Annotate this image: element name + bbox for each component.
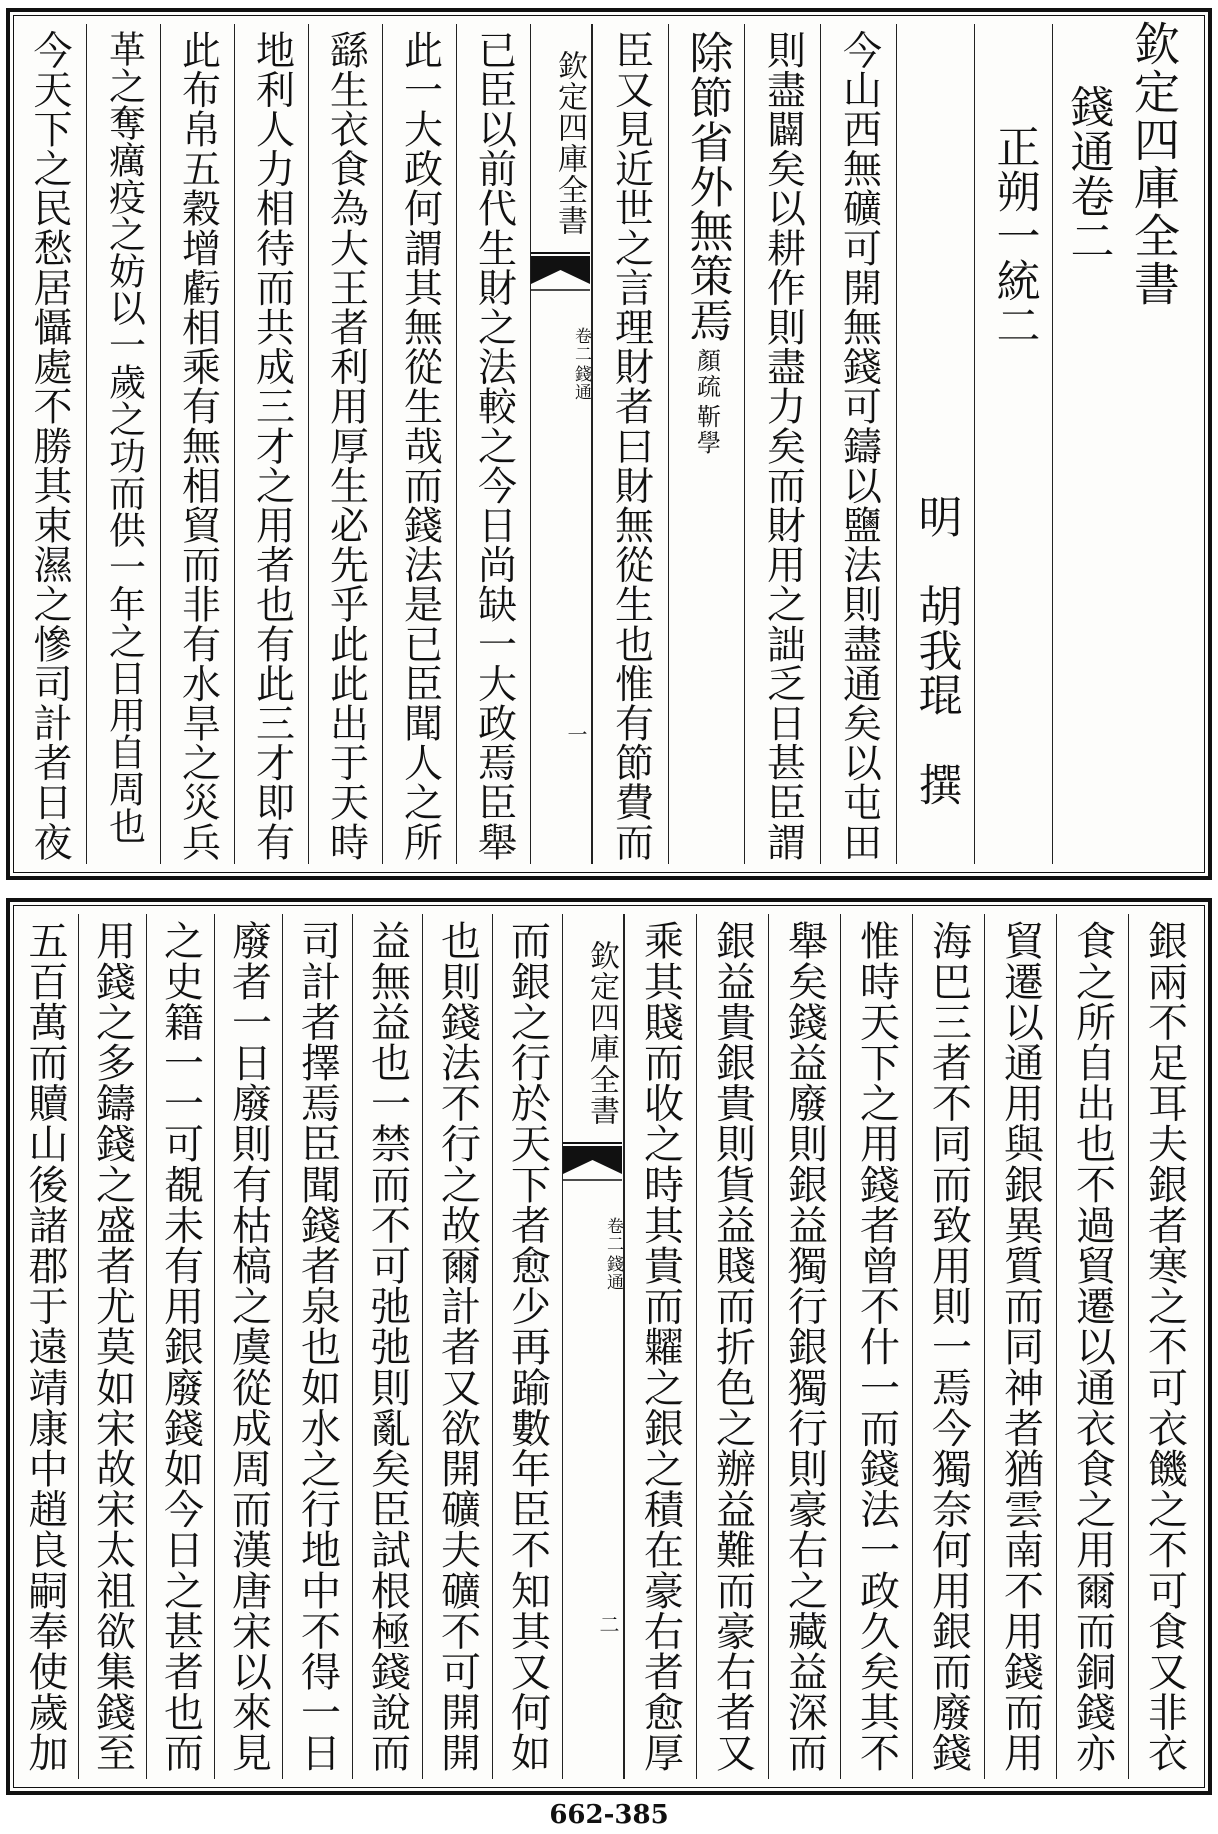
text-column: 食之所自出也不過貿遷以通衣食之用爾而銅錢亦 <box>1056 914 1128 1779</box>
text-column: 益無益也一禁而不可弛弛則亂矣臣試根極錢說而 <box>352 914 422 1779</box>
text-column: 之史籍一一可覩未有用銀廢錢如今日之甚者也而 <box>146 914 214 1779</box>
text-column: 銀兩不足耳夫銀者寒之不可衣饑之不可食又非衣 <box>1128 914 1200 1779</box>
text-column: 五百萬而贖山後諸郡于遠靖康中趙良嗣奉使歲加 <box>22 920 68 1773</box>
text-column: 此一大政何謂其無從生哉而錢法是已臣聞人之所 <box>382 24 456 864</box>
volume-title: 錢通卷二 <box>1062 84 1114 263</box>
book-title: 欽定四庫全書 <box>1127 20 1181 308</box>
text-column: 銀益貴銀貴則貨益賤而折色之辦益難而豪右者又 <box>696 914 768 1779</box>
gutter-page-number: 一 <box>564 724 588 744</box>
text-column: 今天下之民愁居懾處不勝其束濕之慘司計者日夜 <box>27 30 72 862</box>
page-gutter <box>530 24 592 864</box>
fish-tail-mark <box>531 252 590 292</box>
text-column: 則盡闢矣以耕作則盡力矣而財用之詘乏日甚臣謂 <box>744 24 820 864</box>
text-column: 貿遷以通用與銀異質而同神者猶雲南不用錢而用 <box>984 914 1056 1779</box>
author-column <box>896 24 974 864</box>
text-column: 用錢之多鑄錢之盛者尤莫如宋故宋太祖欲集錢至 <box>78 914 146 1779</box>
text-column: 地利人力相待而共成三才之用者也有此三才即有 <box>234 24 308 864</box>
text-column: 惟時天下之用錢者曾不什一而錢法一政久矣其不 <box>840 914 912 1779</box>
text-column: 此布帛五穀增虧相乘有無相貿而非有水旱之災兵 <box>160 24 234 864</box>
inline-note: 靳學 顏疏 <box>692 348 721 457</box>
volume-title-column <box>1052 24 1122 864</box>
gutter-title: 欽定四庫全書 <box>584 940 619 1126</box>
text-column: 乘其賤而收之時其貴而糶之銀之積在豪右者愈厚 <box>624 914 696 1779</box>
text-column: 除節省外無策焉 靳學 顏疏 <box>668 24 744 864</box>
gutter-title: 欽定四庫全書 <box>552 50 587 236</box>
gutter-subtitle: 錢通 卷二 <box>571 327 591 401</box>
text-column: 司計者擇焉臣聞錢者泉也如水之行地中不得一日 <box>282 914 352 1779</box>
text-column: 舉矣錢益廢則銀益獨行銀獨行則豪右之藏益深而 <box>768 914 840 1779</box>
text-column: 海巴三者不同而致用則一焉今獨奈何用銀而廢錢 <box>912 914 984 1779</box>
text-column: 已臣以前代生財之法較之今日尚缺一大政焉臣舉 <box>456 24 530 864</box>
text-column: 今山西無礦可開無錢可鑄以鹽法則盡通矣以屯田 <box>820 24 896 864</box>
author-line: 明 胡我琨 撰 <box>910 494 962 807</box>
text-column: 臣又見近世之言理財者曰財無從生也惟有節費而 <box>592 24 668 864</box>
gutter-page-number: 二 <box>596 1614 620 1634</box>
text-column: 也則錢法不行之故爾計者又欲開礦夫礦不可開開 <box>422 914 492 1779</box>
text-column: 而銀之行於天下者愈少再踰數年臣不知其又何如 <box>492 914 562 1779</box>
section-title-column <box>974 24 1052 864</box>
page-lower <box>6 898 1212 1795</box>
text-column: 繇生衣食為大王者利用厚生必先乎此此出于天時 <box>308 24 382 864</box>
page-footer-number: 662-385 <box>549 1800 669 1830</box>
fish-tail-mark <box>563 1142 622 1182</box>
text-column: 革之奪癘疫之妨以一歲之功而供一年之日用自周也 <box>86 24 160 864</box>
page-upper <box>6 8 1212 880</box>
text-column: 廢者一日廢則有枯槁之虞從成周而漢唐宋以來見 <box>214 914 282 1779</box>
gutter-subtitle: 錢通 卷二 <box>603 1217 623 1291</box>
page-gutter <box>562 914 624 1779</box>
section-title: 正朔一統二 <box>988 124 1040 347</box>
